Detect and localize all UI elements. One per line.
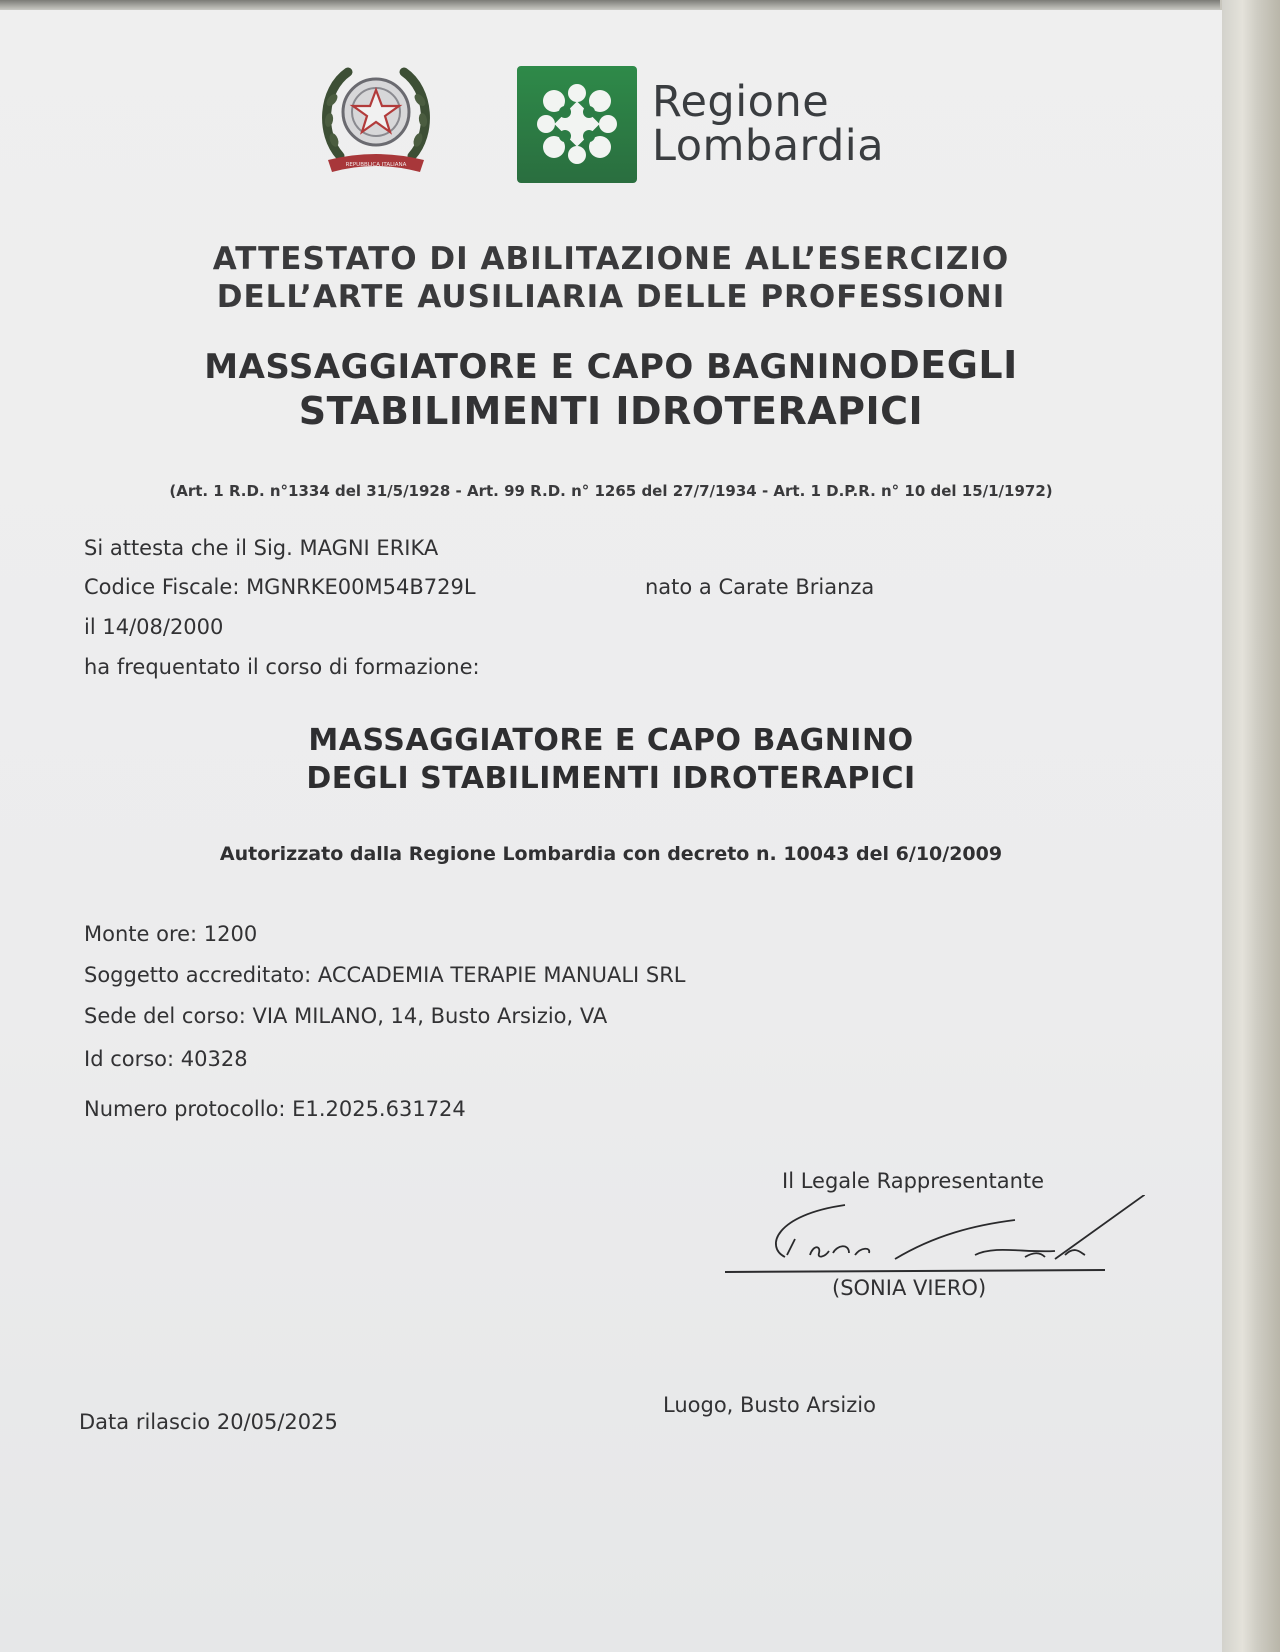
tax-code-line: Codice Fiscale: MGNRKE00M54B729L — [84, 575, 476, 599]
attestation-line: Si attesta che il Sig. MAGNI ERIKA — [84, 536, 439, 560]
signatory-name: (SONIA VIERO) — [832, 1276, 987, 1300]
course-name-line2: DEGLI STABILIMENTI IDROTERAPICI — [306, 761, 916, 796]
hours-line: Monte ore: 1200 — [84, 922, 258, 946]
signatory-role: Il Legale Rappresentante — [782, 1169, 1045, 1193]
attended-line: ha frequentato il corso di formazione: — [84, 655, 480, 679]
profession-title-line1-a: MASSAGGIATORE E CAPO BAGNINO — [204, 347, 889, 387]
birthdate-line: il 14/08/2000 — [84, 615, 224, 639]
region-name-line2: Lombardia — [652, 121, 885, 171]
course-id-line: Id corso: 40328 — [84, 1047, 248, 1071]
certificate-title-line1: ATTESTATO DI ABILITAZIONE ALL’ESERCIZIO — [212, 241, 1010, 277]
frame-top-edge — [0, 0, 1280, 10]
issue-place: Luogo, Busto Arsizio — [663, 1393, 876, 1417]
italian-republic-emblem-icon — [318, 60, 434, 182]
profession-title-line1 — [0, 343, 1222, 389]
emblem-ribbon-text: REPUBBLICA ITALIANA — [345, 162, 407, 168]
profession-title-line1-b: DEGLI — [888, 343, 1018, 387]
course-name-line1: MASSAGGIATORE E CAPO BAGNINO — [308, 723, 914, 758]
provider-line: Soggetto accreditato: ACCADEMIA TERAPIE MANUALI SRL — [84, 963, 686, 987]
lombardia-rose-icon — [517, 66, 637, 183]
birthplace-line: nato a Carate Brianza — [645, 575, 875, 599]
legal-reference: (Art. 1 R.D. n°1334 del 31/5/1928 - Art. 99 R.D. n° 1265 del 27/7/1934 - Art. 1 D.P.R. n° 10 del 15/1/1972) — [169, 482, 1053, 500]
course-name — [0, 722, 1222, 798]
certificate-title — [0, 240, 1222, 316]
profession-title — [0, 343, 1222, 433]
issue-date: Data rilascio 20/05/2025 — [79, 1410, 338, 1434]
region-name — [652, 77, 885, 171]
venue-line: Sede del corso: VIA MILANO, 14, Busto Arsizio, VA — [84, 1004, 608, 1028]
region-name-line1: Regione — [652, 77, 830, 127]
certificate-title-line2: DELL’ARTE AUSILIARIA DELLE PROFESSIONI — [216, 279, 1006, 315]
handwritten-signature — [725, 1195, 1145, 1285]
profession-title-line2: STABILIMENTI IDROTERAPICI — [298, 389, 924, 433]
authorization-line: Autorizzato dalla Regione Lombardia con decreto n. 10043 del 6/10/2009 — [219, 843, 1003, 865]
frame-right-edge — [1220, 0, 1280, 1652]
protocol-line: Numero protocollo: E1.2025.631724 — [84, 1097, 466, 1121]
